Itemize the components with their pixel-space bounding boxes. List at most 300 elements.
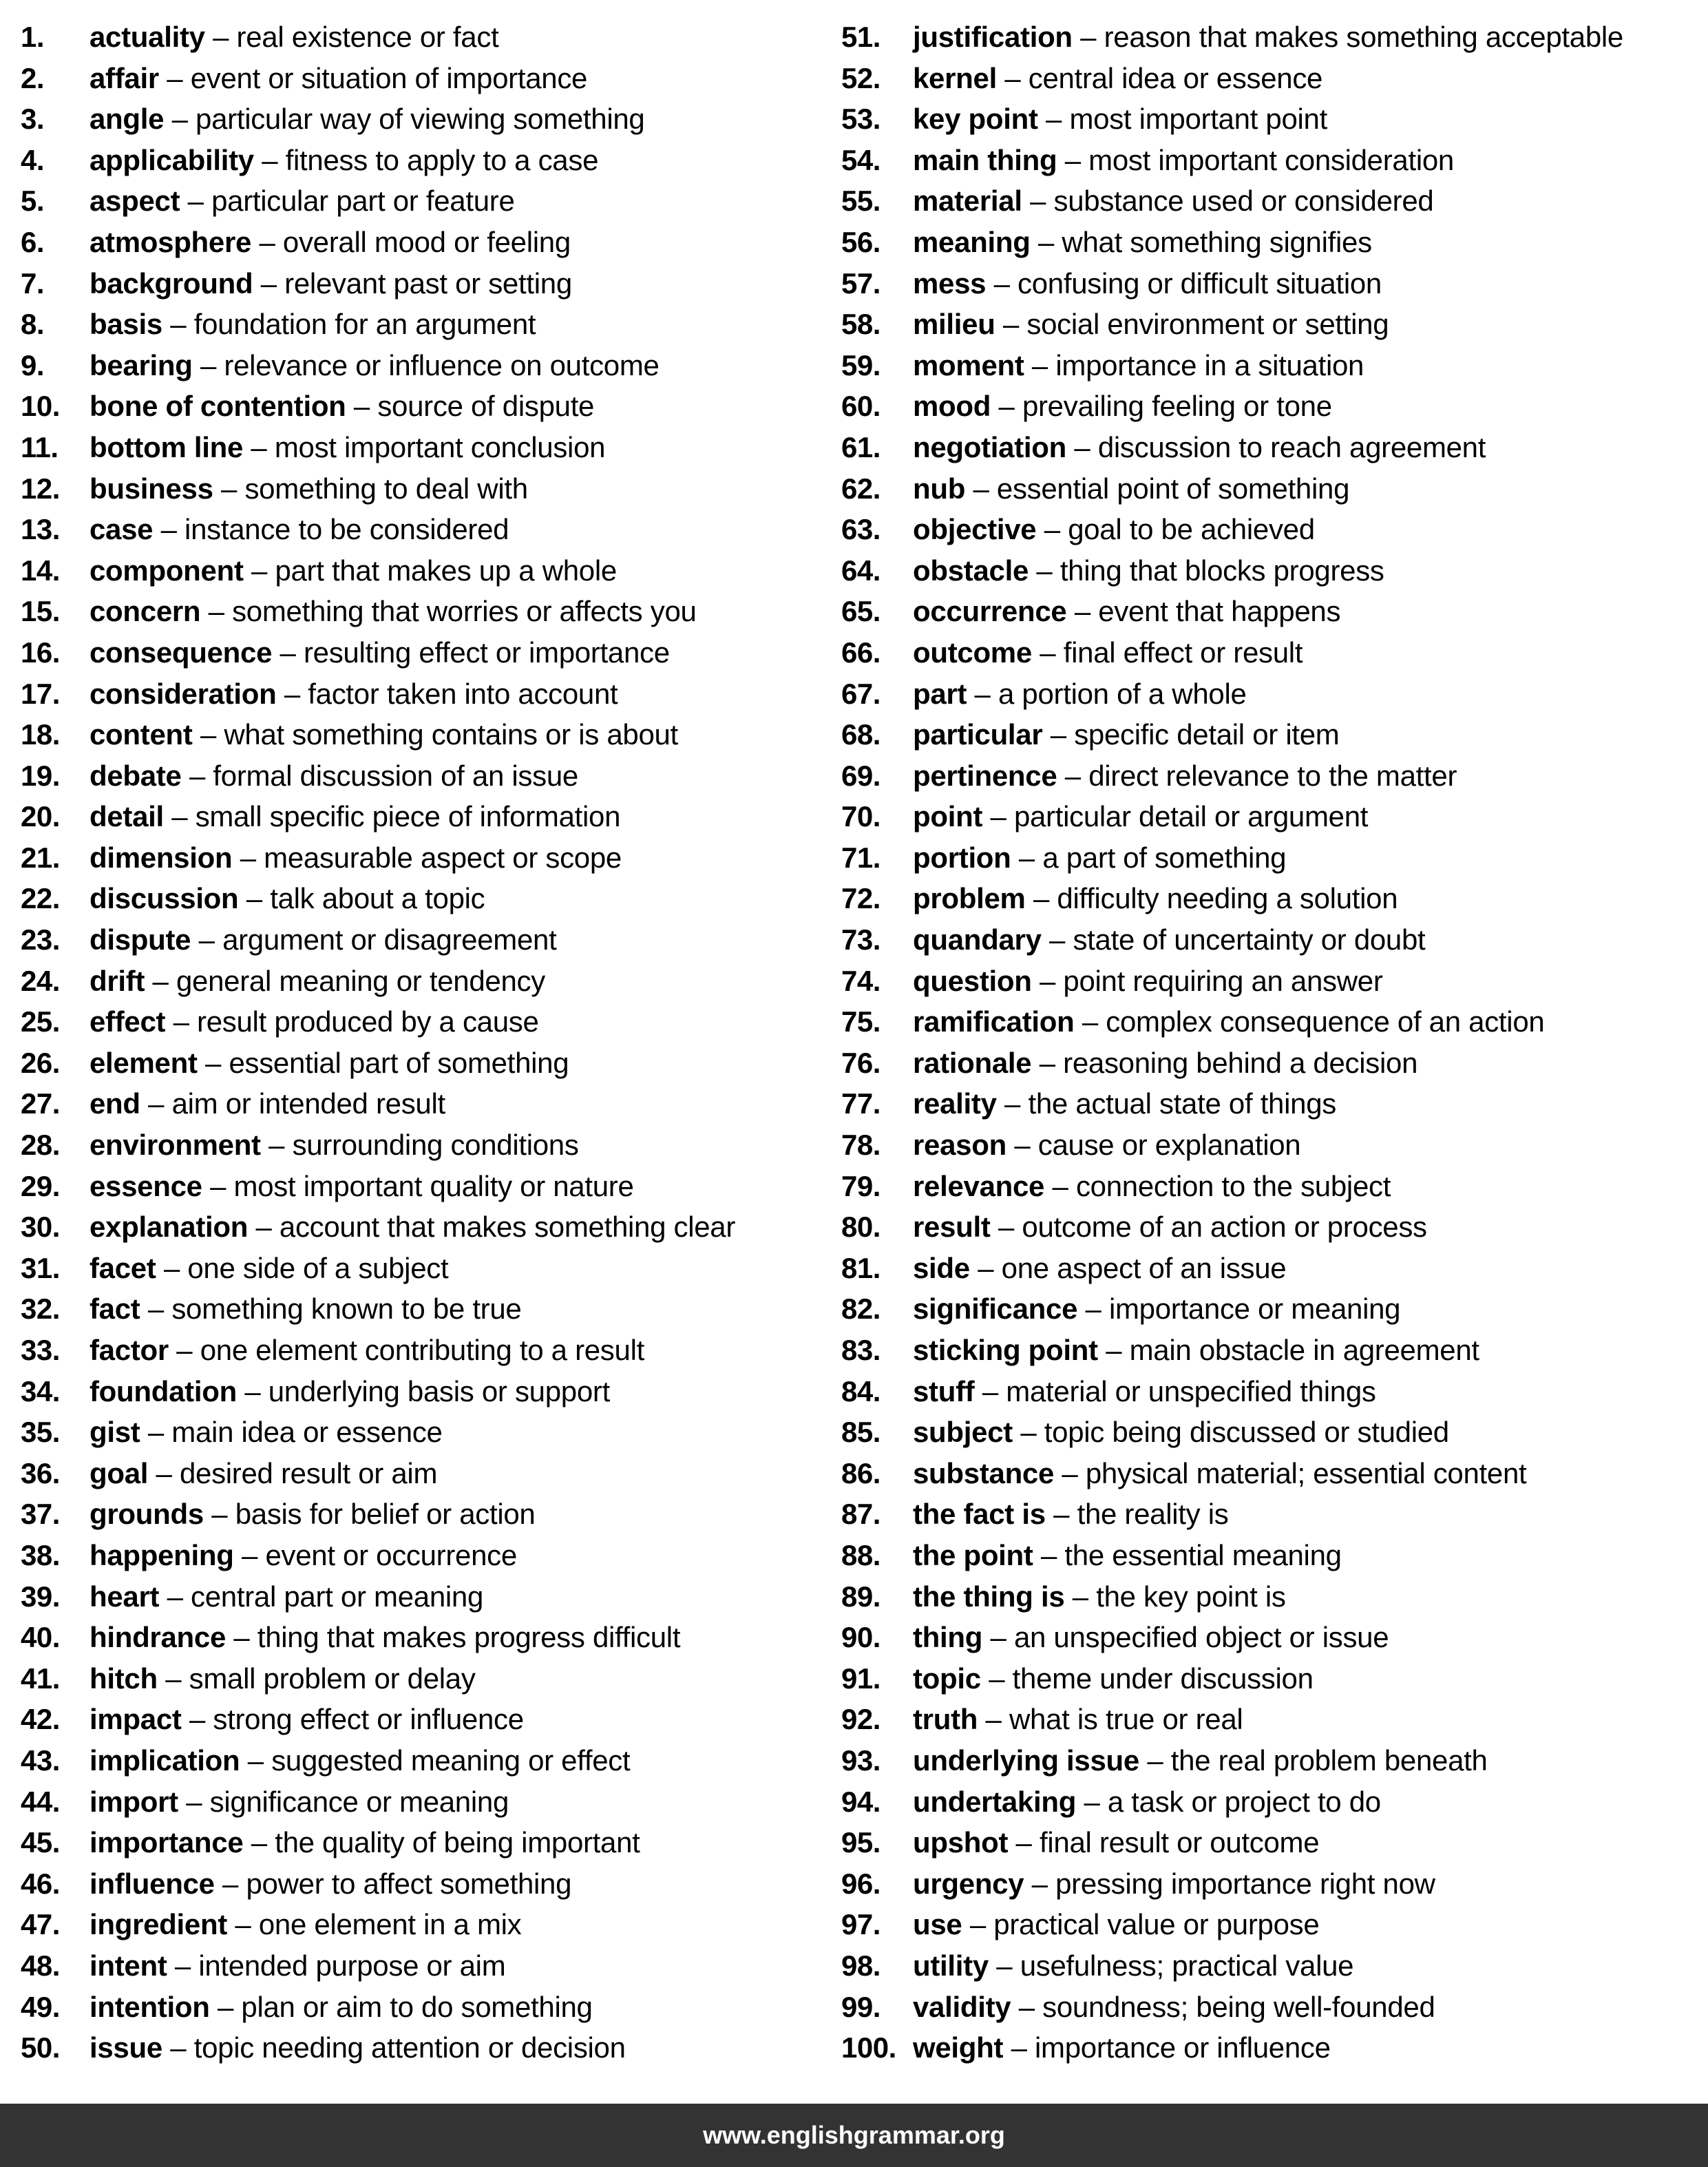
en-dash-separator: – bbox=[1040, 1538, 1057, 1571]
definition-text: soundness; being well-founded bbox=[1042, 1990, 1435, 2023]
item-body bbox=[89, 58, 587, 99]
definition-text: underlying basis or support bbox=[268, 1374, 610, 1407]
item-body bbox=[913, 509, 1315, 550]
definition-text: most important point bbox=[1069, 103, 1327, 136]
term-label: mess bbox=[913, 266, 987, 300]
list-item bbox=[21, 837, 812, 879]
term-label: side bbox=[913, 1251, 970, 1284]
item-body bbox=[89, 1822, 640, 1863]
item-number: 62. bbox=[841, 472, 881, 505]
en-dash-separator: – bbox=[1002, 308, 1020, 341]
item-number: 96. bbox=[841, 1867, 881, 1900]
item-number: 95. bbox=[841, 1826, 881, 1859]
list-item bbox=[841, 1945, 1708, 1987]
list-item bbox=[21, 1288, 812, 1330]
definition-text: the quality of being important bbox=[275, 1826, 640, 1859]
item-body bbox=[89, 1904, 521, 1945]
en-dash-separator: – bbox=[989, 1662, 1005, 1695]
item-number: 82. bbox=[841, 1292, 881, 1326]
item-body bbox=[913, 878, 1398, 919]
term-label: end bbox=[89, 1087, 140, 1120]
en-dash-separator: – bbox=[147, 1292, 164, 1326]
definition-text: relevant past or setting bbox=[284, 266, 572, 300]
en-dash-separator: – bbox=[148, 1087, 165, 1120]
term-label: underlying issue bbox=[913, 1744, 1139, 1777]
en-dash-separator: – bbox=[165, 1662, 182, 1695]
definition-text: importance in a situation bbox=[1055, 348, 1364, 381]
item-body bbox=[913, 591, 1340, 632]
en-dash-separator: – bbox=[1074, 595, 1090, 628]
item-number: 93. bbox=[841, 1744, 881, 1777]
item-body bbox=[89, 1617, 680, 1658]
list-item bbox=[841, 1658, 1708, 1699]
en-dash-separator: – bbox=[990, 800, 1006, 833]
en-dash-separator: – bbox=[174, 1949, 191, 1982]
item-number: 10. bbox=[21, 390, 60, 423]
term-label: justification bbox=[913, 21, 1073, 53]
definition-text: essential part of something bbox=[229, 1046, 569, 1079]
term-label: dimension bbox=[89, 841, 233, 874]
item-number: 99. bbox=[841, 1990, 881, 2023]
en-dash-separator: – bbox=[217, 1990, 234, 2023]
en-dash-separator: – bbox=[240, 841, 256, 874]
definition-text: formal discussion of an issue bbox=[213, 759, 578, 792]
definition-text: event that happens bbox=[1098, 595, 1341, 628]
definition-text: a part of something bbox=[1042, 841, 1287, 874]
list-item bbox=[841, 345, 1708, 386]
item-body bbox=[89, 509, 509, 550]
list-item bbox=[841, 1248, 1708, 1289]
item-body bbox=[89, 1945, 505, 1987]
item-number: 42. bbox=[21, 1703, 60, 1736]
list-item bbox=[841, 1043, 1708, 1084]
item-number: 47. bbox=[21, 1908, 60, 1941]
item-body bbox=[89, 673, 618, 715]
item-body bbox=[89, 140, 598, 181]
en-dash-separator: – bbox=[1064, 759, 1081, 792]
list-item bbox=[21, 427, 812, 468]
term-label: occurrence bbox=[913, 595, 1067, 628]
definition-text: practical value or purpose bbox=[993, 1908, 1320, 1941]
item-body bbox=[89, 1166, 634, 1207]
list-item bbox=[21, 1330, 812, 1371]
term-label: subject bbox=[913, 1416, 1013, 1449]
list-item bbox=[841, 632, 1708, 673]
item-body bbox=[89, 1248, 448, 1289]
en-dash-separator: – bbox=[1036, 554, 1053, 587]
item-number: 78. bbox=[841, 1129, 881, 1162]
en-dash-separator: – bbox=[260, 266, 277, 300]
definition-text: basis for belief or action bbox=[235, 1498, 536, 1531]
en-dash-separator: – bbox=[973, 472, 989, 505]
item-body bbox=[913, 837, 1286, 879]
item-number: 77. bbox=[841, 1087, 881, 1120]
list-item bbox=[841, 755, 1708, 797]
en-dash-separator: – bbox=[186, 1785, 202, 1818]
definition-text: the actual state of things bbox=[1028, 1087, 1336, 1120]
item-body bbox=[913, 98, 1327, 140]
en-dash-separator: – bbox=[353, 390, 370, 423]
term-label: actuality bbox=[89, 21, 205, 53]
list-item bbox=[841, 263, 1708, 304]
item-number: 63. bbox=[841, 513, 881, 546]
item-body bbox=[89, 304, 536, 345]
item-number: 11. bbox=[21, 430, 59, 463]
definition-text: central part or meaning bbox=[191, 1580, 484, 1613]
item-body bbox=[89, 1124, 579, 1166]
item-body bbox=[89, 1740, 630, 1781]
item-body bbox=[913, 673, 1247, 715]
en-dash-separator: – bbox=[1050, 718, 1066, 751]
definition-text: talk about a topic bbox=[270, 882, 485, 915]
term-label: bone of contention bbox=[89, 390, 346, 423]
list-item bbox=[841, 550, 1708, 592]
item-body bbox=[913, 1987, 1435, 2028]
definition-text: argument or disagreement bbox=[222, 923, 557, 956]
en-dash-separator: – bbox=[974, 677, 991, 710]
left-column bbox=[0, 17, 812, 2075]
term-label: basis bbox=[89, 308, 162, 341]
term-label: quandary bbox=[913, 923, 1042, 956]
definition-text: one side of a subject bbox=[187, 1251, 449, 1284]
en-dash-separator: – bbox=[189, 759, 206, 792]
en-dash-separator: – bbox=[173, 1005, 189, 1038]
list-item bbox=[841, 961, 1708, 1002]
definition-text: most important quality or nature bbox=[233, 1169, 634, 1202]
item-body bbox=[913, 222, 1372, 263]
en-dash-separator: – bbox=[1085, 1292, 1101, 1326]
item-number: 89. bbox=[841, 1580, 881, 1613]
definition-text: intended purpose or aim bbox=[198, 1949, 506, 1982]
item-body bbox=[913, 1248, 1286, 1289]
item-body bbox=[89, 1576, 483, 1618]
item-body bbox=[913, 1617, 1389, 1658]
en-dash-separator: – bbox=[1004, 1087, 1021, 1120]
term-label: environment bbox=[89, 1129, 261, 1162]
term-label: obstacle bbox=[913, 554, 1029, 587]
en-dash-separator: – bbox=[985, 1703, 1002, 1736]
term-label: rationale bbox=[913, 1046, 1032, 1079]
term-label: relevance bbox=[913, 1169, 1045, 1202]
item-number: 64. bbox=[841, 554, 881, 587]
definition-text: measurable aspect or scope bbox=[264, 841, 622, 874]
term-label: part bbox=[913, 677, 967, 710]
term-label: issue bbox=[89, 2031, 162, 2064]
en-dash-separator: – bbox=[1033, 882, 1050, 915]
item-body bbox=[913, 1535, 1342, 1576]
term-label: factor bbox=[89, 1334, 169, 1366]
term-label: result bbox=[913, 1211, 991, 1244]
definition-text: relevance or influence on outcome bbox=[224, 348, 660, 381]
definition-text: aim or intended result bbox=[171, 1087, 445, 1120]
item-number: 41. bbox=[21, 1662, 60, 1695]
item-body bbox=[913, 180, 1433, 222]
en-dash-separator: – bbox=[171, 103, 188, 136]
item-body bbox=[913, 1576, 1286, 1618]
en-dash-separator: – bbox=[147, 1416, 164, 1449]
en-dash-separator: – bbox=[244, 1374, 261, 1407]
term-label: main thing bbox=[913, 143, 1057, 176]
item-body bbox=[913, 755, 1457, 797]
list-item bbox=[21, 98, 812, 140]
list-item bbox=[21, 1535, 812, 1576]
term-label: grounds bbox=[89, 1498, 204, 1531]
en-dash-separator: – bbox=[1014, 1129, 1031, 1162]
definition-text: essential point of something bbox=[996, 472, 1350, 505]
item-number: 28. bbox=[21, 1129, 60, 1162]
en-dash-separator: – bbox=[262, 143, 278, 176]
item-number: 13. bbox=[21, 513, 60, 546]
en-dash-separator: – bbox=[221, 472, 238, 505]
definition-text: an unspecified object or issue bbox=[1013, 1621, 1389, 1654]
list-item bbox=[21, 1740, 812, 1781]
item-body bbox=[913, 1206, 1427, 1248]
definition-text: goal to be achieved bbox=[1068, 513, 1315, 546]
en-dash-separator: – bbox=[268, 1129, 285, 1162]
website-url: www.englishgrammar.org bbox=[703, 2121, 1005, 2149]
item-number: 26. bbox=[21, 1046, 60, 1079]
list-item bbox=[841, 1124, 1708, 1166]
en-dash-separator: – bbox=[993, 266, 1010, 300]
en-dash-separator: – bbox=[1084, 1785, 1100, 1818]
term-label: impact bbox=[89, 1703, 182, 1736]
item-body bbox=[913, 1412, 1449, 1453]
en-dash-separator: – bbox=[208, 595, 224, 628]
list-item bbox=[841, 1863, 1708, 1905]
item-number: 44. bbox=[21, 1785, 60, 1818]
en-dash-separator: – bbox=[284, 677, 300, 710]
definition-text: surrounding conditions bbox=[292, 1129, 579, 1162]
list-item bbox=[21, 1987, 812, 2028]
en-dash-separator: – bbox=[1062, 1456, 1078, 1489]
list-item bbox=[21, 1863, 812, 1905]
item-number: 33. bbox=[21, 1334, 60, 1366]
en-dash-separator: – bbox=[210, 1169, 226, 1202]
list-item bbox=[21, 961, 812, 1002]
term-label: negotiation bbox=[913, 430, 1067, 463]
en-dash-separator: – bbox=[1015, 1826, 1032, 1859]
item-number: 70. bbox=[841, 800, 881, 833]
item-body bbox=[89, 1987, 593, 2028]
term-label: influence bbox=[89, 1867, 215, 1900]
term-label: business bbox=[89, 472, 213, 505]
term-label: consequence bbox=[89, 636, 273, 669]
item-number: 76. bbox=[841, 1046, 881, 1079]
list-item bbox=[21, 1699, 812, 1740]
item-body bbox=[89, 796, 620, 837]
definition-text: plan or aim to do something bbox=[241, 1990, 593, 2023]
item-number: 79. bbox=[841, 1169, 881, 1202]
en-dash-separator: – bbox=[167, 1580, 183, 1613]
term-label: weight bbox=[913, 2031, 1004, 2064]
list-item bbox=[841, 509, 1708, 550]
item-number: 1. bbox=[21, 21, 45, 53]
definition-text: instance to be considered bbox=[184, 513, 509, 546]
definition-text: particular part or feature bbox=[211, 185, 515, 218]
en-dash-separator: – bbox=[176, 1334, 193, 1366]
term-label: hindrance bbox=[89, 1621, 226, 1654]
definition-text: something to deal with bbox=[244, 472, 528, 505]
definition-text: the essential meaning bbox=[1064, 1538, 1342, 1571]
definition-text: the key point is bbox=[1096, 1580, 1286, 1613]
item-number: 86. bbox=[841, 1456, 881, 1489]
item-number: 51. bbox=[841, 21, 881, 53]
list-item bbox=[841, 1781, 1708, 1823]
list-item bbox=[21, 1371, 812, 1412]
definition-text: reasoning behind a decision bbox=[1063, 1046, 1418, 1079]
definition-text: the reality is bbox=[1077, 1498, 1229, 1531]
en-dash-separator: – bbox=[167, 61, 183, 94]
item-number: 32. bbox=[21, 1292, 60, 1326]
en-dash-separator: – bbox=[1039, 964, 1056, 997]
term-label: explanation bbox=[89, 1211, 249, 1244]
en-dash-separator: – bbox=[1018, 841, 1035, 874]
en-dash-separator: – bbox=[1147, 1744, 1163, 1777]
definition-text: a portion of a whole bbox=[998, 677, 1247, 710]
list-item bbox=[21, 1617, 812, 1658]
item-body bbox=[913, 1863, 1435, 1905]
list-item bbox=[21, 17, 812, 58]
item-body bbox=[89, 468, 528, 510]
item-body bbox=[913, 1781, 1381, 1823]
list-item bbox=[841, 468, 1708, 510]
en-dash-separator: – bbox=[982, 1374, 998, 1407]
list-item bbox=[21, 1248, 812, 1289]
term-label: debate bbox=[89, 759, 182, 792]
definition-text: one element in a mix bbox=[258, 1908, 522, 1941]
list-item bbox=[21, 1083, 812, 1124]
item-number: 74. bbox=[841, 964, 881, 997]
list-item bbox=[21, 919, 812, 961]
definition-text: what something contains or is about bbox=[224, 718, 678, 751]
list-item bbox=[841, 796, 1708, 837]
item-number: 24. bbox=[21, 964, 60, 997]
list-item bbox=[21, 1206, 812, 1248]
term-label: validity bbox=[913, 1990, 1011, 2023]
en-dash-separator: – bbox=[1064, 143, 1081, 176]
en-dash-separator: – bbox=[978, 1251, 994, 1284]
en-dash-separator: – bbox=[170, 2031, 187, 2064]
term-label: topic bbox=[913, 1662, 981, 1695]
term-label: essence bbox=[89, 1169, 202, 1202]
item-body bbox=[89, 714, 678, 755]
definition-text: part that makes up a whole bbox=[275, 554, 617, 587]
item-number: 21. bbox=[21, 841, 60, 874]
item-number: 43. bbox=[21, 1744, 60, 1777]
item-body bbox=[89, 632, 670, 673]
term-label: background bbox=[89, 266, 253, 300]
item-body bbox=[89, 427, 605, 468]
en-dash-separator: – bbox=[1031, 1867, 1048, 1900]
term-label: pertinence bbox=[913, 759, 1057, 792]
item-body bbox=[913, 17, 1623, 58]
en-dash-separator: – bbox=[969, 1908, 986, 1941]
list-item bbox=[841, 1412, 1708, 1453]
item-body bbox=[913, 345, 1364, 386]
item-body bbox=[913, 632, 1303, 673]
item-body bbox=[913, 2027, 1331, 2069]
term-label: import bbox=[89, 1785, 178, 1818]
item-number: 66. bbox=[841, 636, 881, 669]
definition-text: main obstacle in agreement bbox=[1129, 1334, 1479, 1366]
item-number: 14. bbox=[21, 554, 60, 587]
en-dash-separator: – bbox=[246, 882, 262, 915]
list-item bbox=[21, 550, 812, 592]
item-number: 85. bbox=[841, 1416, 881, 1449]
item-body bbox=[89, 1494, 535, 1535]
item-number: 65. bbox=[841, 595, 881, 628]
definition-text: what is true or real bbox=[1009, 1703, 1243, 1736]
list-item bbox=[841, 386, 1708, 427]
item-number: 71. bbox=[841, 841, 881, 874]
item-number: 3. bbox=[21, 103, 45, 136]
item-number: 52. bbox=[841, 61, 881, 94]
list-item bbox=[21, 673, 812, 715]
list-item bbox=[21, 1945, 812, 1987]
item-number: 73. bbox=[841, 923, 881, 956]
list-item bbox=[21, 632, 812, 673]
footer-bar bbox=[0, 2104, 1708, 2167]
item-body bbox=[913, 1453, 1526, 1494]
term-label: urgency bbox=[913, 1867, 1024, 1900]
en-dash-separator: – bbox=[1106, 1334, 1122, 1366]
list-item bbox=[841, 1822, 1708, 1863]
definition-text: result produced by a cause bbox=[197, 1005, 539, 1038]
item-number: 54. bbox=[841, 143, 881, 176]
item-body bbox=[89, 180, 515, 222]
item-body bbox=[913, 1001, 1544, 1043]
item-number: 87. bbox=[841, 1498, 881, 1531]
item-body bbox=[913, 1288, 1400, 1330]
term-label: upshot bbox=[913, 1826, 1009, 1859]
term-label: question bbox=[913, 964, 1032, 997]
list-item bbox=[841, 17, 1708, 58]
term-label: applicability bbox=[89, 143, 254, 176]
term-label: material bbox=[913, 185, 1022, 218]
term-label: particular bbox=[913, 718, 1043, 751]
term-label: detail bbox=[89, 800, 164, 833]
definition-text: discussion to reach agreement bbox=[1097, 430, 1486, 463]
item-number: 59. bbox=[841, 348, 881, 381]
term-label: milieu bbox=[913, 308, 995, 341]
en-dash-separator: – bbox=[1082, 1005, 1098, 1038]
en-dash-separator: – bbox=[1046, 103, 1062, 136]
item-number: 49. bbox=[21, 1990, 60, 2023]
term-label: the thing is bbox=[913, 1580, 1065, 1613]
term-label: heart bbox=[89, 1580, 160, 1613]
item-number: 27. bbox=[21, 1087, 60, 1120]
definition-text: most important consideration bbox=[1088, 143, 1454, 176]
term-label: drift bbox=[89, 964, 145, 997]
item-number: 61. bbox=[841, 430, 881, 463]
item-number: 34. bbox=[21, 1374, 60, 1407]
item-body bbox=[89, 1330, 644, 1371]
item-body bbox=[89, 17, 498, 58]
term-label: reality bbox=[913, 1087, 997, 1120]
item-number: 88. bbox=[841, 1538, 881, 1571]
item-number: 2. bbox=[21, 61, 45, 94]
definition-text: thing that makes progress difficult bbox=[257, 1621, 681, 1654]
definition-text: complex consequence of an action bbox=[1106, 1005, 1545, 1038]
item-body bbox=[913, 961, 1383, 1002]
item-body bbox=[89, 961, 545, 1002]
list-item bbox=[21, 1781, 812, 1823]
list-item bbox=[21, 878, 812, 919]
en-dash-separator: – bbox=[222, 1867, 239, 1900]
definition-text: cause or explanation bbox=[1037, 1129, 1301, 1162]
definition-text: factor taken into account bbox=[308, 677, 618, 710]
item-body bbox=[913, 1083, 1336, 1124]
